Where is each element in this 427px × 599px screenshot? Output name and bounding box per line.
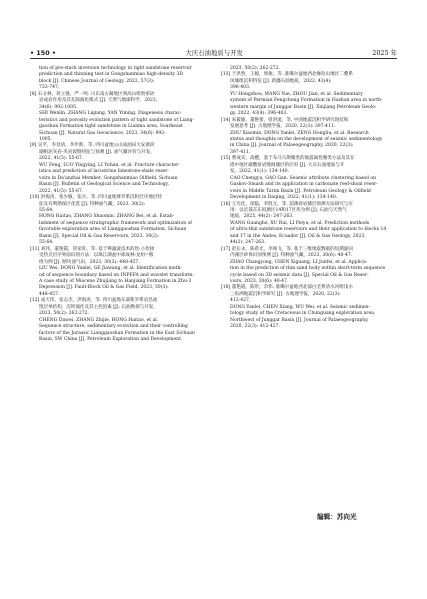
reference-line: block [J]. Chinese Journal of Geology, 2022, 57(3): (39, 78, 155, 84)
reference-line: [18] 董艳霞，陈卅，佘伟. 准噶尔盆地西北部白垩系清水河组浅水 (221, 285, 353, 291)
reference-line: SHI Wenlin, ZHANG Liqiang, YAN Yiming. Diagenesis charac- (39, 111, 182, 117)
reference-line: 征及有利勘探区优选 [J]. 特种油气藏，2023, 30(2): (39, 201, 146, 207)
reference-line: Gaskov-Smash and its application in carbonate reef-shoal reser- (230, 182, 378, 188)
reference-line: of ultra-thin sandstone reservoirs and their application to blocks 14 (230, 227, 387, 233)
reference-line: system of Permian Fengcheng Formation in Hashan area in north- (230, 98, 383, 104)
reference-line: tion in the prediction of thin sand body within short-term sequence (230, 266, 386, 272)
page-header (30, 46, 397, 59)
reference-line: 733-747. (39, 85, 60, 91)
reference-line: teristics and porosity evolution pattern of tight sandstone of Liang- (39, 117, 195, 123)
reference-line: Development in Daqing, 2022, 41(1): 134-140. (230, 195, 338, 201)
reference-line: Basin [J]. Special Oil & Gas Reservoirs, 2023, 30(2): (39, 233, 160, 239)
reference-line: Basin [J]. Bulletin of Geological Science and Technology, (39, 182, 170, 188)
reference-line: in China [J]. Journal of Palaeogeography, 2020, 22(3): (230, 143, 354, 149)
reference-line: and 17 in the Andes, Ecuador [J]. Oil & Gas Geology, 2023, (230, 233, 366, 239)
reference-line: A case study of Miocene Zhujiang to Hanjiang Formation in Zhu-3 (39, 278, 192, 284)
reference-line: gy, 2022, 43(4): 396-403. (230, 111, 288, 117)
reference-line: Sichuan [J]. Natural Gas Geoscience, 2023, 34(6): 992- (39, 130, 166, 136)
reference-line: voirs in Middle Tarim Basin [J]. Petroleum Geology & Oilfield (230, 188, 371, 194)
reference-line: 发展思考 [J]. 古地理学报，2020, 22(3): 397-411. (230, 124, 336, 130)
reference-list (30, 66, 208, 343)
reference-line: Depression [J]. Fault-Block Oil & Gas Field, 2023, 30(3): (39, 285, 169, 291)
reference-line: [16] 王光化，徐隐，李胜元，等. 超薄砂岩储层预测方法研究与应 (221, 201, 353, 207)
reference-line: 受热点层序界面识别方法：以珠江湖盆中部成林-龙组=熊 (39, 253, 154, 259)
reference-line: 组为例 [J]. 断块油气田，2023, 30(3): 448-457. (39, 259, 140, 265)
reference-line: voirs in Da'anzhai Member, Gongshanmiao Oilfield, Sichuan (39, 175, 178, 181)
reference-line: 2023, 50(2): 262-272. (39, 311, 90, 317)
reference-line: voirs, 2023, 30(6): 40-47. (230, 278, 289, 284)
reference-line: prediction and thinning test in Gongshanmiao high-density 3D (39, 72, 184, 78)
reference-line: [9] 吴平，李登清，李步新，等. 四川盆地公山庙油田大安寨段 (30, 143, 155, 149)
reference-line: 内薄层砂体识别预测 [J]. 特种油气藏，2023, 30(6): 40-47. (230, 253, 353, 259)
reference-line: 风城组沉积特征 [J]. 新疆石油地质，2022, 43(4): (230, 78, 332, 84)
editor-credit: 编辑：苏向光 (317, 513, 357, 521)
reference-line: 2022, 41(5): 55-67. (39, 188, 84, 194)
reference-line: HONG Haitao, ZHANG Shaomin, ZHANG Bei, et al. Estab- (39, 214, 175, 220)
reference-line: 396-403. (230, 85, 251, 91)
references-left-column (30, 66, 208, 343)
reference-line: 44(2): 247-263. (230, 240, 266, 246)
reference-line: 55-64. (39, 240, 54, 246)
reference-line: Sequence structure, sedimentary evolution and their controlling (39, 324, 188, 330)
reference-line: istics and prediction of lacustrine limestone-shale reser- (39, 169, 169, 175)
reference-line: 2022, 41(5): 55-67. (39, 156, 84, 162)
reference-line: 1005. (39, 136, 53, 142)
reference-line: 397-411. (230, 149, 251, 155)
reference-line: WANG Guanghe, XU Rui, LI Peiyu, et al. Prediction methods (230, 220, 370, 226)
reference-line: favorable exploration area of Lianggaoshan Formation, Sichuan (39, 227, 187, 233)
reference-line: [12] 成天伟，张志杰，洪海涛，等. 四川盆地东部侏罗系岩昌油 (30, 298, 158, 304)
page-number: • 150 • (30, 49, 56, 57)
reference-line: Northwest of Junggar Basin [J]. Journal of Palaeogeography, (230, 317, 369, 323)
reference-line: 岩成岩作用及其孔隙演化模式 [J]. 天然气地球科学，2023, (39, 98, 158, 104)
reference-line: 地质，2025, 44(2): 247-263. (230, 214, 294, 220)
reference-line: western margin of Junggar Basin [J]. Xinjiang Petroleum Geolo- (230, 104, 377, 110)
reference-line: 饱层单结构，沉积演化及其主控因素 [J]. 石油勘探与开发， (39, 304, 158, 310)
reference-line: LIU Wei, DONG Yanlei, GE Jiawang, et al. Identification meth- (39, 266, 182, 272)
reference-line: [10] 洪海涛，张少敏，张兵，等. 四川盆地侏罗系沉积层序地层特 (30, 195, 162, 201)
reference-line: 湖相泥灰岩-夹岩裂缝特征与预测 [J]. 油气藏评价与开发， (39, 149, 155, 155)
reference-line: 2023, 50(2): 262-272. (230, 66, 281, 71)
reference-line: [8] 石文林，蒋立强，严一鸣. 川东南古蔺地区须高山组致密砂 (30, 91, 155, 97)
reference-line: [15] 曹成宾，高樱，基于布马马斯聚类的地震属性聚类方法及其在 (221, 156, 355, 162)
reference-line: tology study of the Cretaceous in Chunguang exploration area, (230, 311, 376, 317)
reference-line: ZHU Xiaomin, DONG Yanlei, ZENG Hongliu, et al. Research (230, 130, 369, 136)
reference-line: Basin, SW China [J]. Petroleum Exploration and Development, (39, 337, 183, 343)
reference-line: lishment of sequence stratigraphic framework and optimization of (39, 220, 192, 226)
reference-line: od of sequence boundary based on INPEFA and wavelet transform: (39, 272, 194, 278)
reference-line: CAO Chengyu, GAO Gan. Seismic attribute clustering based on (230, 175, 377, 181)
reference-line: [11] 刘伟，董艳霞，管家旺，等. 基于辫滤波技术的坎-小坎接 (30, 246, 155, 252)
reference-line: [17] 赵长永，陈希光，李俊飞，等. 基于三维地震数据的短期旋回 (221, 246, 353, 252)
references-right-column (221, 66, 399, 331)
reference-line: YU Hongzhou, WANG Yue, ZHOU Jian, et al. Sedimentary (230, 91, 363, 97)
reference-line: CHENG Dawei, ZHANG Zhijie, HONG Haitao, et al. (39, 317, 159, 323)
reference-line: [14] 朱筱敏，董艳蕾，曾洪流，等. 中国地震沉积学研究现状和 (221, 117, 349, 123)
reference-line: 34(6): 992-1005. (39, 104, 78, 110)
reference-line: DONG Yanlei, CHEN Xiang, WU Wei, et al. Seismic sedimen- (230, 304, 371, 310)
reference-line: ZHAO Changyong, CHEN Xiguang, LI Junfei, et al. Applica- (230, 259, 368, 265)
reference-line: WU Feng, LUO Yingying, LI Yuhan, et al. Fracture character- (39, 162, 180, 168)
journal-title: 大庆石油地质与开发 (185, 49, 243, 57)
reference-line: 412-427. (230, 298, 251, 304)
reference-line: gaoshan Formation tight sandstone in Lianma area, Southeast (39, 124, 183, 130)
reference-line: factors of the Jurassic Lianggaoshan Formation in the East Sichuan (39, 330, 195, 336)
reference-line: 塔中地区碳酸盐岩缝洞储层的应用 [J]. 大庆石油地质与开 (230, 162, 345, 168)
reference-line: 2020, 22(3): 412-427. (230, 324, 281, 330)
reference-line: 发，2022, 41(1): 134-140. (230, 169, 290, 175)
reference-line: cycle based on 3D seismic data [J]. Special Oil & Gas Reser- (230, 272, 369, 278)
reference-line: status and thoughts on the development of seismic sedimentology (230, 136, 383, 142)
reference-list (221, 66, 399, 331)
reference-line: 55-64. (39, 207, 54, 213)
reference-line: tion of pre-stack inversion technology in tight sandstone reservoir (39, 66, 192, 71)
reference-line: 用：以近孤东东坂塘区14和17区块为例 [J]. 石油与天然气 (230, 207, 347, 213)
issue-year: 2025 年 (372, 49, 397, 57)
reference-line: [13] 于洪然，王媛，周俊，等. 准噶尔盆地西北缘哈山地区二叠系 (221, 72, 353, 78)
reference-line: 三角洲地震沉积学研究 [J]. 古地理学报，2020, 22(3): (230, 291, 341, 297)
reference-line: 448-457. (39, 291, 60, 297)
